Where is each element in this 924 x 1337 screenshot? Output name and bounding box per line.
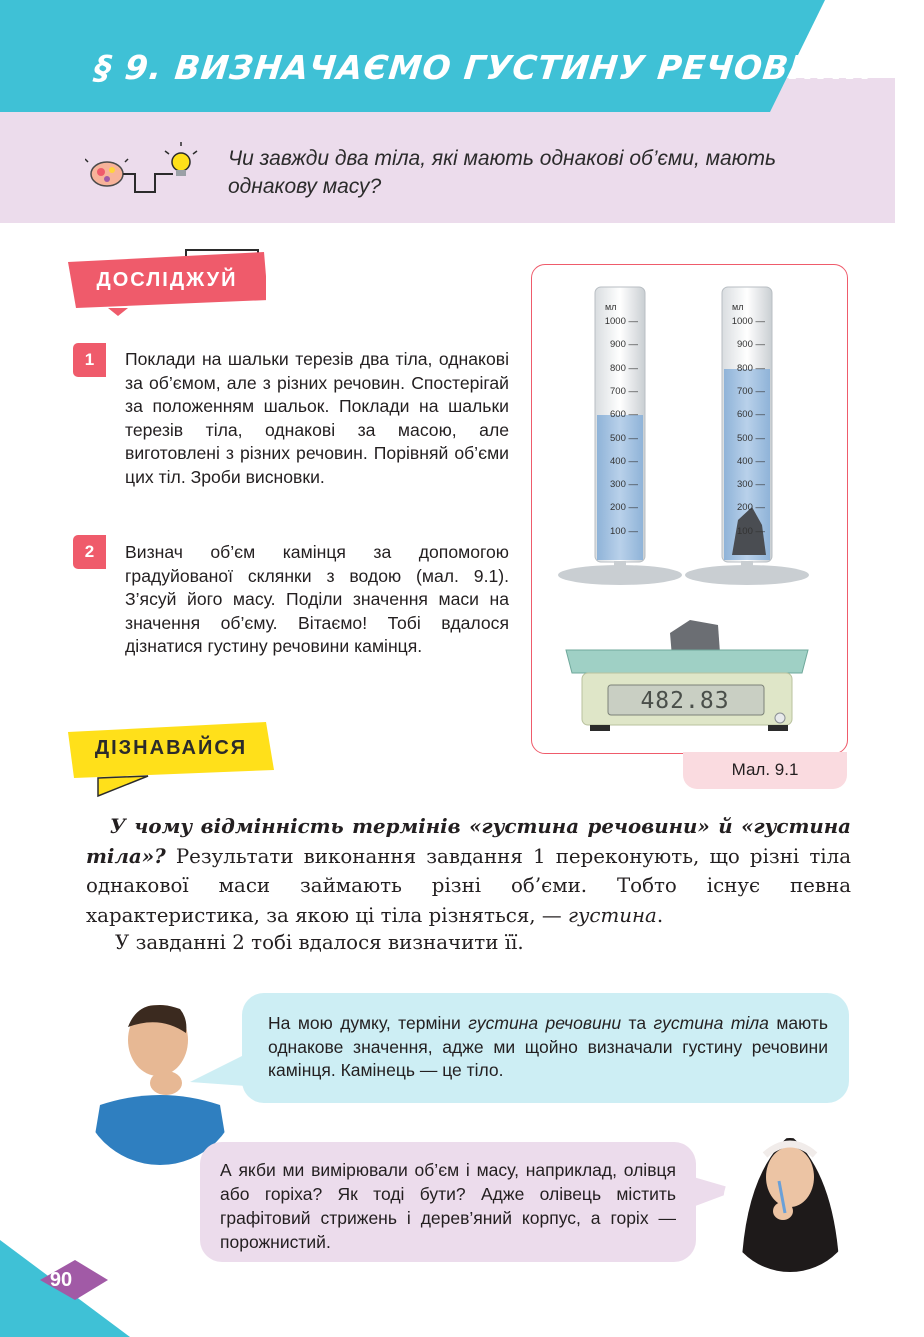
cylinder-tick-label: 800 — [737,362,765,374]
learn-label [68,726,274,774]
cylinder-tick-label: 300 — [737,479,765,491]
learn-question: У чому відмінність термінів «густина речовини» й «густина тіла»? [86,814,851,868]
intro-question: Чи завжди два тіла, які мають однакові об’єми, мають однакову масу? [228,147,777,198]
task-text-1: Поклади на шальки терезів два тіла, однакові за об’ємом, але з різних речовин. Спостерігай за положенням шальок. Поклади на шальки терезів тіла, однакові за масою, але виготовлені з різних речовин. Порівняй об’єми цих тіл. Зроби висновки. [125,349,509,487]
cylinder-tick-label: 700 — [610,385,638,397]
boy-term-substance: густина речовини [468,1013,622,1033]
learn-body: Результати виконання завдання 1 переконують, що різні тіла однакової маси займають різні об’єми. Тобто існує певна характеристика, за якою ці тіла різняться, — [86,844,851,927]
figure-caption: Мал. 9.1 [731,760,799,779]
figure-illustration [540,275,840,745]
boy-text-mid: та [621,1013,654,1033]
cylinder-tick-label: 100 — [737,525,765,537]
boy-speech-text [268,1012,828,1083]
girl-avatar [723,1105,858,1280]
cylinder-tick-label: 900 — [610,339,638,351]
cylinder-tick-label: 200 — [737,502,765,514]
cylinder-tick-label: 1000 — [604,316,638,327]
cylinder-tick-label: 600 — [610,409,638,421]
cylinder-tick-label: 500 — [610,432,638,444]
learn-second-line: У завданні 2 тобі вдалося визначити її. [115,931,524,954]
task-number-2: 2 [73,535,106,569]
cylinder-tick-label: 1000 — [731,316,765,327]
page-title: § 9. ВИЗНАЧАЄМО ГУСТИНУ РЕЧОВИНИ [92,48,878,87]
cylinder-tick-label: 100 — [610,525,638,537]
cylinder-left-unit: мл [605,302,617,312]
research-label-text: ДОСЛІДЖУЙ [96,268,238,291]
learn-paragraph [86,812,851,930]
cylinder-tick-label: 900 — [737,339,765,351]
cylinder-tick-label: 400 — [610,455,638,467]
task-text-2: Визнач об’єм камінця за допомогою градуйованої склянки з водою (мал. 9.1). З’ясуй його масу. Поділи значення маси на значення об’єму. Вітаємо! Тобі вдалося дізнатися густину речовини камінця. [125,542,509,657]
task-number-1: 1 [73,343,106,377]
digital-scale [566,620,808,731]
cylinder-tick-label: 200 — [610,502,638,514]
scale-display: 482.83 [640,688,730,714]
cylinder-tick-label: 600 — [737,409,765,421]
cylinder-tick-label: 400 — [737,455,765,467]
page-number: 90 [49,1268,73,1291]
girl-speech-text: А якби ми вимірювали об’єм і масу, наприклад, олівця або горіха? Як тоді бути? Адже олівець містить графітовий стрижень і дерев’яний корпус, а горіх — порожнистий. [220,1160,676,1252]
brain-bulb-icon [85,142,200,202]
research-label [68,258,266,306]
learn-end: . [656,903,664,927]
boy-term-body: густина тіла [653,1013,769,1033]
cylinder-tick-label: 500 — [737,432,765,444]
cylinder-right-unit: мл [732,302,744,312]
boy-text-start: На мою думку, терміни [268,1013,469,1033]
boy-bubble-tail [190,1050,250,1090]
cylinder-tick-label: 300 — [610,479,638,491]
learn-term: густина [567,903,657,927]
cylinder-tick-label: 800 — [610,362,638,374]
learn-label-text: ДІЗНАВАЙСЯ [94,736,248,759]
cylinder-tick-label: 700 — [737,385,765,397]
boy-text-end: мають однакове значення, адже ми щойно визначали густину речовини камінця. Камінець — це тіло. [268,1013,828,1080]
